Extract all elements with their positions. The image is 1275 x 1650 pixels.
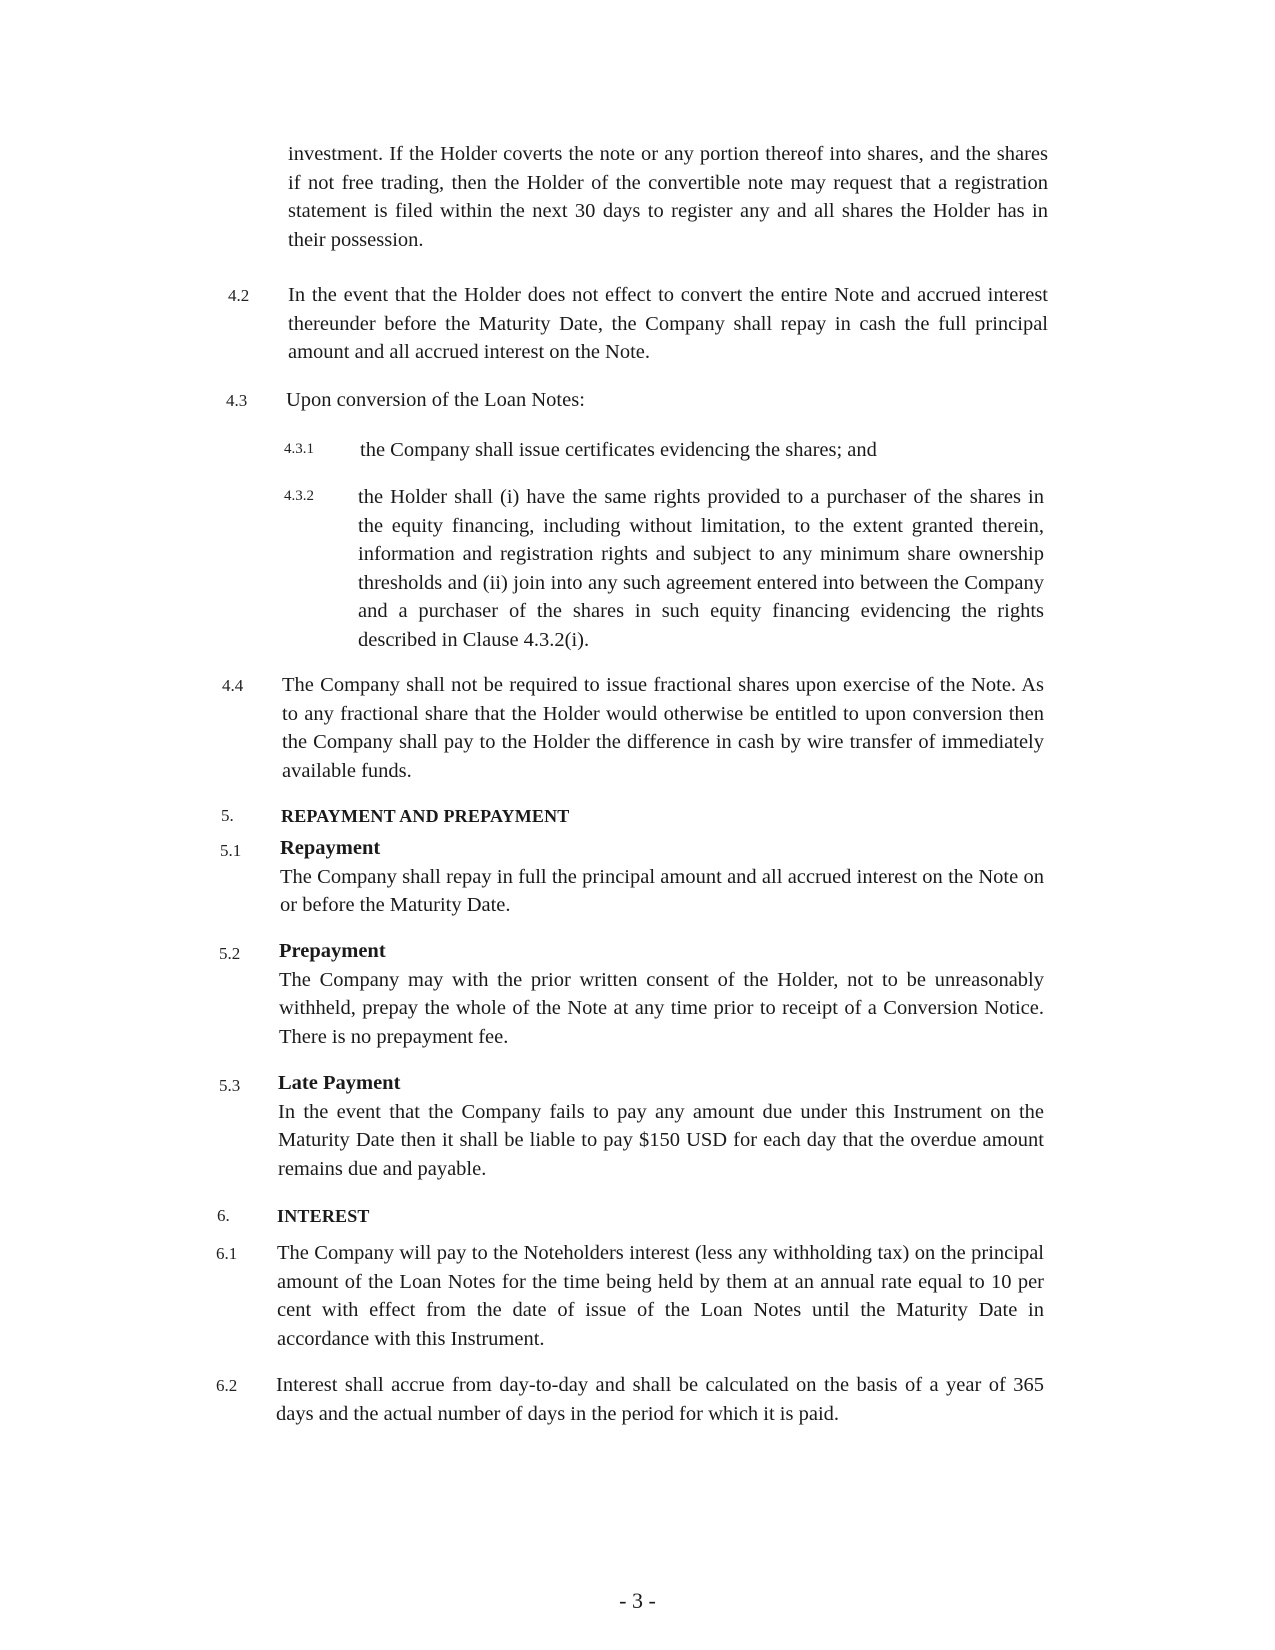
clause-5-1 — [280, 834, 1044, 920]
clause-5-1-text: The Company shall repay in full the principal amount and all accrued interest on the Note on or before the Maturity Date. — [280, 865, 1044, 916]
section-5-heading: REPAYMENT AND PREPAYMENT — [281, 806, 570, 826]
clause-4-2-text: In the event that the Holder does not effect to convert the entire Note and accrued interest thereunder before the Maturity Date, the Company shall repay in cash the full principal amount and all accrued interest on the Note. — [288, 284, 1048, 363]
clause-4-4-text: The Company shall not be required to issue fractional shares upon exercise of the Note. As to any fractional share that the Holder would otherwise be entitled to upon conversion then the Company shall pay to the Holder the difference in cash by wire transfer of immediately available funds. — [282, 674, 1044, 782]
clause-4-3-text: Upon conversion of the Loan Notes: — [286, 389, 585, 411]
clause-5-1-title: Repayment — [280, 837, 381, 859]
clause-4-3-2-text: the Holder shall (i) have the same rights provided to a purchaser of the shares in the equity financing, including without limitation, to the extent granted therein, information and registration rights and subject to any minimum share ownership thresholds and (ii) join into any such agreement entered into between the Company and a purchaser of the shares in such equity financing evidencing the rights described in Clause 4.3.2(i). — [358, 486, 1044, 651]
clause-number-4-2: 4.2 — [228, 286, 250, 305]
clause-number-6-2: 6.2 — [216, 1376, 238, 1395]
clause-5-3 — [278, 1069, 1044, 1183]
clause-5-2 — [279, 937, 1044, 1051]
clause-5-2-title: Prepayment — [279, 940, 386, 962]
clause-4-3-1-text: the Company shall issue certificates evidencing the shares; and — [360, 439, 877, 461]
section-6-heading: INTEREST — [277, 1206, 370, 1226]
section-number-6: 6. — [217, 1206, 230, 1225]
clause-6-1-text: The Company will pay to the Noteholders interest (less any withholding tax) on the principal amount of the Loan Notes for the time being held by them at an annual rate equal to 10 per cent with effect from the date of issue of the Loan Notes until the Maturity Date in accordance with this Instrument. — [277, 1242, 1044, 1350]
clause-number-5-3: 5.3 — [219, 1076, 241, 1095]
continuation-paragraph: investment. If the Holder coverts the note or any portion thereof into shares, and the shares if not free trading, then the Holder of the convertible note may request that a registration statement is filed within the next 30 days to register any and all shares the Holder has in their possession. — [288, 143, 1048, 251]
clause-5-3-text: In the event that the Company fails to pay any amount due under this Instrument on the Maturity Date then it shall be liable to pay $150 USD for each day that the overdue amount remains due and payable. — [278, 1100, 1044, 1180]
clause-number-6-1: 6.1 — [216, 1244, 238, 1263]
clause-5-3-title: Late Payment — [278, 1072, 401, 1094]
clause-number-4-4: 4.4 — [222, 676, 244, 695]
clause-number-4-3-1: 4.3.1 — [284, 441, 314, 457]
clause-number-5-1: 5.1 — [220, 841, 242, 860]
clause-number-4-3: 4.3 — [226, 391, 248, 410]
clause-number-4-3-2: 4.3.2 — [284, 488, 314, 504]
clause-number-5-2: 5.2 — [219, 944, 241, 963]
section-number-5: 5. — [221, 806, 234, 825]
clause-6-2-text: Interest shall accrue from day-to-day and shall be calculated on the basis of a year of 365 days and the actual number of days in the period for which it is paid. — [276, 1374, 1044, 1425]
page-number: - 3 - — [619, 1588, 656, 1613]
clause-5-2-text: The Company may with the prior written consent of the Holder, not to be unreasonably withheld, prepay the whole of the Note at any time prior to receipt of a Conversion Notice. There is no prepayment fee. — [279, 968, 1044, 1048]
